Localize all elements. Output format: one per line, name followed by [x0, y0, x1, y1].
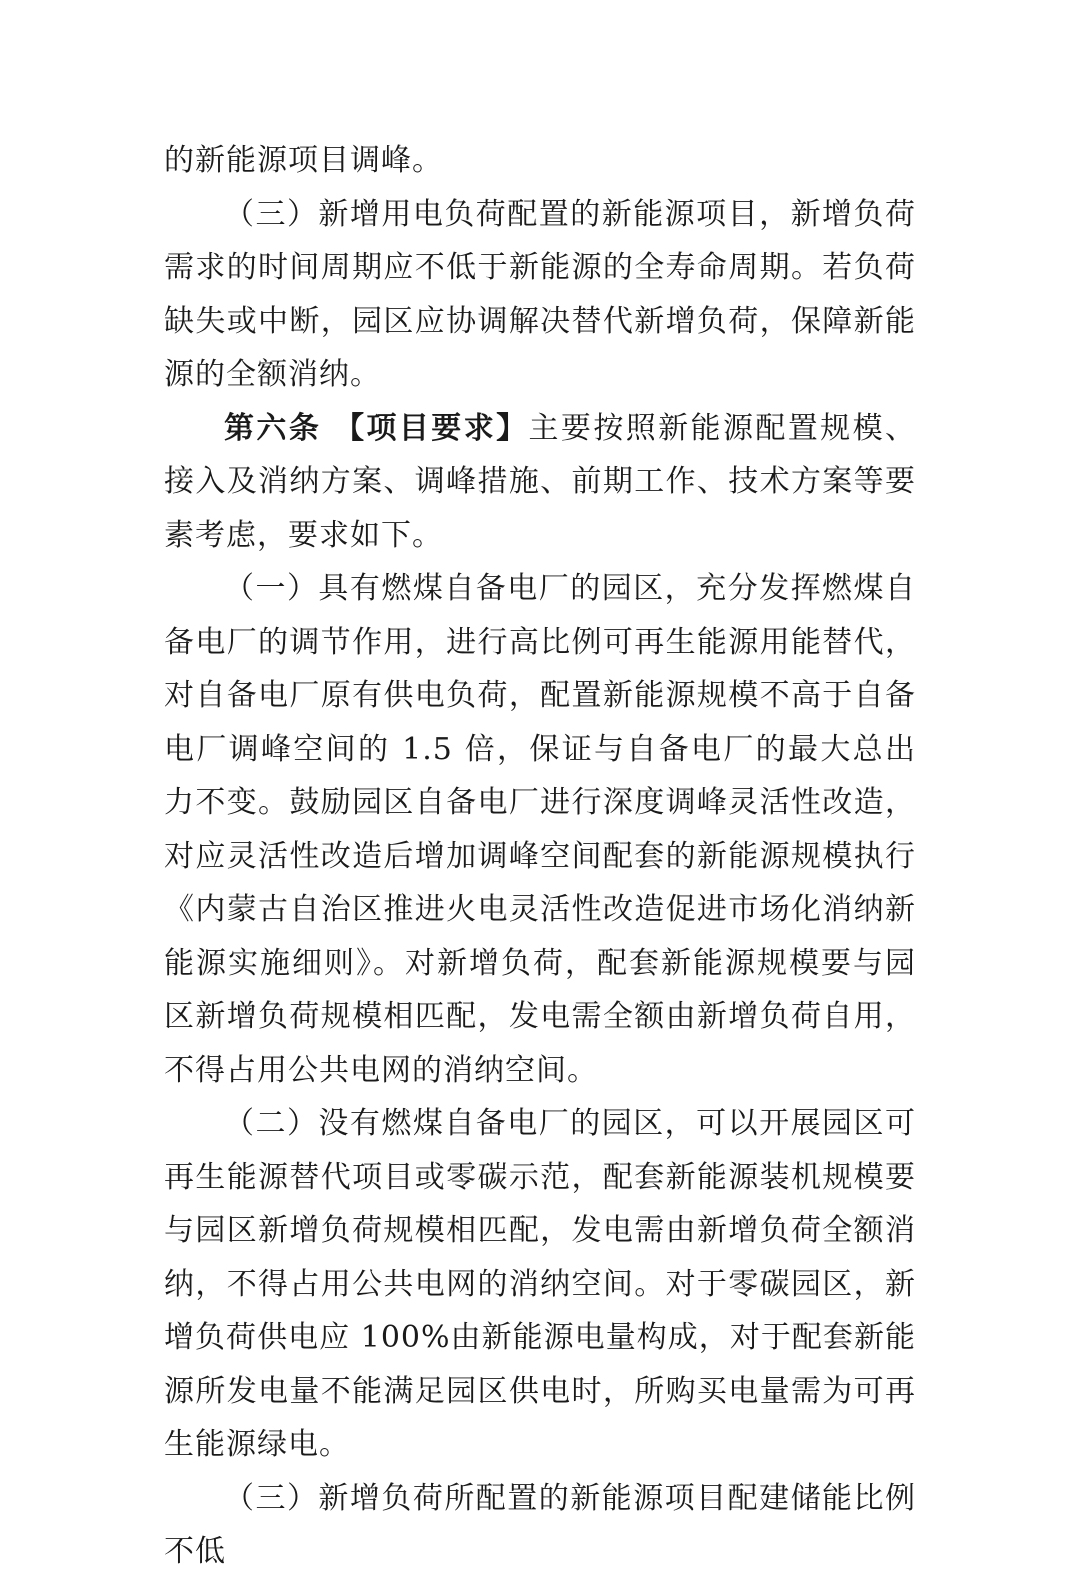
paragraph-continuation — [164, 134, 916, 188]
paragraph-text: （三）新增用电负荷配置的新能源项目，新增负荷需求的时间周期应不低于新能源的全寿命周期。若负荷缺失或中断，园区应协调解决替代新增负荷，保障新能源的全额消纳。 — [164, 196, 916, 392]
paragraph-article-6 — [164, 402, 916, 563]
paragraph-text: （三）新增负荷所配置的新能源项目配建储能比例不低 — [164, 1480, 916, 1569]
paragraph-item-3-storage — [164, 1472, 916, 1579]
paragraph-item-1 — [164, 562, 916, 1097]
paragraph-text: （一）具有燃煤自备电厂的园区，充分发挥燃煤自备电厂的调节作用，进行高比例可再生能源用能替代，对自备电厂原有供电负荷，配置新能源规模不高于自备电厂调峰空间的 1.5 倍，保证与自备电厂的最大总出力不变。鼓励园区自备电厂进行深度调峰灵活性改造，对应灵活性改造后增加调峰空间配套的新能源规模执行《内蒙古自治区推进火电灵活性改造促进市场化消纳新能源实施细则》。对新增负荷，配套新能源规模要与园区新增负荷规模相匹配，发电需全额由新增负荷自用，不得占用公共电网的消纳空间。 — [164, 571, 916, 1088]
paragraph-text: （二）没有燃煤自备电厂的园区，可以开展园区可再生能源替代项目或零碳示范，配套新能源装机规模要与园区新增负荷规模相匹配，发电需由新增负荷全额消纳，不得占用公共电网的消纳空间。对于零碳园区，新增负荷供电应 100%由新能源电量构成，对于配套新能源所发电量不能满足园区供电时，所购买电量需为可再生能源绿电。 — [164, 1106, 916, 1462]
paragraph-item-2 — [164, 1097, 916, 1472]
paragraph-text: 的新能源项目调峰。 — [164, 143, 443, 178]
document-body — [164, 134, 916, 1579]
article-title: 第六条 【项目要求】 — [224, 410, 529, 446]
paragraph-item-3-load — [164, 188, 916, 402]
paragraph-text: 主要按照新能源配置规模、接入及消纳方案、调峰措施、前期工作、技术方案等要素考虑，要求如下。 — [164, 410, 916, 553]
